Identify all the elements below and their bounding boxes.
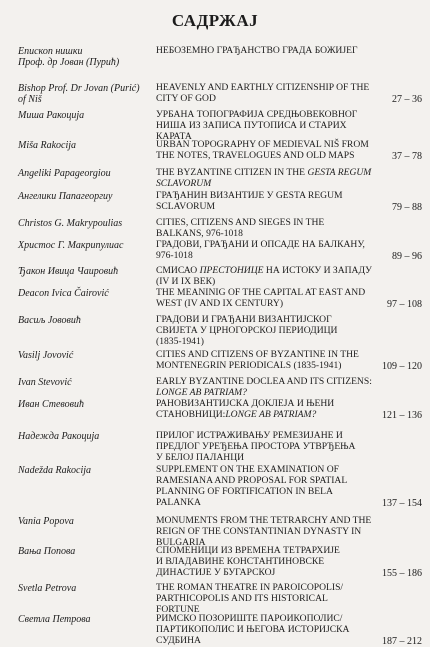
- title-line: КАРАТА: [156, 130, 192, 142]
- entry-title: [156, 583, 378, 616]
- author-line: Миша Ракоција: [18, 110, 85, 121]
- author-line: of Niš: [18, 94, 42, 105]
- entry-author: [18, 583, 150, 594]
- entry-title: [156, 266, 378, 288]
- title-line: РАНОВИЗАНТИЈСКА ДОКЛЕЈА И ЊЕНИ: [156, 398, 335, 409]
- entry-pages: 121 – 136: [382, 409, 422, 421]
- entry-author: [18, 350, 150, 361]
- entry-author: [18, 191, 150, 202]
- author-line: Ангелики Папагеоргиу: [18, 191, 113, 202]
- title-line: MONUMENTS FROM THE TETRARCHY AND THE: [156, 515, 372, 526]
- title-line: НЕБОЗЕМНО ГРАЂАНСТВО ГРАДА БОЖИЈЕГ: [156, 45, 358, 56]
- title-line: ГРАДОВИ, ГРАЂАНИ И ОПСАДЕ НА БАЛКАНУ,: [156, 239, 365, 250]
- entry-title: [156, 168, 378, 190]
- entry-title: [156, 46, 378, 57]
- entry-title: [156, 399, 378, 421]
- entry-title: [156, 140, 378, 162]
- author-line: Вања Попова: [18, 546, 76, 557]
- title-line: СТАНОВНИЦИ:LONGE AB PATRIAM?: [156, 408, 317, 420]
- title-line: THE MEANINIG OF THE CAPITAL AT EAST AND: [156, 287, 366, 298]
- title-line: FORTUNE: [156, 603, 200, 615]
- title-line: (1835-1941): [156, 335, 204, 347]
- entry-author: [18, 288, 150, 299]
- title-line: ПРИЛОГ ИСТРАЖИВАЊУ РЕМЕЗИЈАНЕ И: [156, 430, 343, 441]
- entry-title: [156, 431, 378, 464]
- title-line: EARLY BYZANTINE DOCLEA AND ITS CITIZENS:: [156, 376, 372, 387]
- title-line: RAMESIANA AND PROPOSAL FOR SPATIAL: [156, 474, 348, 486]
- entry-pages: 79 – 88: [392, 201, 422, 213]
- title-line: PALANKA: [156, 496, 201, 508]
- title-line: SUPPLEMENT ON THE EXAMINATION OF: [156, 464, 339, 475]
- author-line: Надежда Ракоција: [18, 431, 100, 442]
- entry-title: [156, 240, 378, 262]
- entry-pages: 97 – 108: [387, 298, 422, 310]
- title-line: СУДБИНА: [156, 634, 201, 646]
- author-line: Bishop Prof. Dr Jovan (Purić): [18, 83, 140, 94]
- entry-title: [156, 191, 378, 213]
- entry-author: [18, 315, 150, 326]
- author-line: Nadežda Rakocija: [18, 465, 92, 476]
- entry-author: [18, 83, 150, 105]
- title-line: И ВЛАДАВИНЕ КОНСТАНТИНОВСКЕ: [156, 555, 325, 567]
- entry-author: [18, 614, 150, 625]
- entry-author: [18, 377, 150, 388]
- title-line: PARTHICOPOLIS AND ITS HISTORICAL: [156, 592, 328, 604]
- entry-pages: 37 – 78: [392, 150, 422, 162]
- entry-pages: 89 – 96: [392, 250, 422, 262]
- author-line: Vasilj Jovović: [18, 350, 74, 361]
- entry-author: [18, 431, 150, 442]
- entry-author: [18, 218, 150, 229]
- author-line: Светла Петрова: [18, 614, 91, 625]
- entry-author: [18, 516, 150, 527]
- title-line: СМИСАО ПРЕСТОНИЦЕ НА ИСТОКУ И ЗАПАДУ: [156, 265, 372, 276]
- entry-title: [156, 315, 378, 348]
- entry-pages: 137 – 154: [382, 497, 422, 509]
- title-line: SCLAVORUM: [156, 200, 215, 212]
- entry-author: [18, 168, 150, 179]
- author-line: Иван Стевовић: [18, 399, 84, 410]
- title-line: CITIES AND CITIZENS OF BYZANTINE IN THE: [156, 349, 359, 360]
- author-line: Ђакон Ивица Чаировић: [18, 266, 119, 277]
- title-line: CITY OF GOD: [156, 92, 216, 104]
- author-line: Васиљ Јововић: [18, 315, 81, 326]
- title-line: THE ROMAN THEATRE IN PAROICOPOLIS/: [156, 582, 344, 593]
- entry-title: [156, 546, 378, 579]
- author-line: Vania Popova: [18, 516, 74, 527]
- title-line: LONGE AB PATRIAM?: [156, 386, 247, 398]
- page-title: САДРЖАЈ: [171, 11, 259, 30]
- entry-pages: 155 – 186: [382, 567, 422, 579]
- title-line: SCLAVORUM: [156, 177, 212, 189]
- author-line: Angeliki Papageorgiou: [18, 168, 111, 179]
- entry-title: [156, 288, 378, 310]
- title-line: URBAN TOPOGRAPHY OF MEDIEVAL NIŠ FROM: [156, 139, 369, 150]
- entry-author: [18, 465, 150, 476]
- title-line: THE BYZANTINE CITIZEN IN THE GESTA REGUM: [156, 167, 372, 178]
- title-line: MONTENEGRIN PERIODICALS (1835-1941): [156, 359, 342, 371]
- entry-author: [18, 266, 150, 277]
- title-line: (IV И IX ВЕК): [156, 275, 216, 287]
- title-line: 976-1018: [156, 249, 193, 261]
- author-line: Deacon Ivica Čairović: [18, 288, 109, 299]
- title-line: ГРАДОВИ И ГРАЂАНИ ВИЗАНТИЈСКОГ: [156, 314, 332, 325]
- author-line: Christos G. Makrypoulias: [18, 218, 123, 229]
- title-line: BULGARIA: [156, 536, 206, 548]
- entry-title: [156, 83, 378, 105]
- entry-author: [18, 140, 150, 151]
- entry-pages: 187 – 212: [382, 635, 422, 647]
- title-line: ПАРТИКОПОЛИС И ЊЕГОВА ИСТОРИЈСКА: [156, 623, 350, 635]
- title-line: РИМСКО ПОЗОРИШТЕ ПАРОИКОПОЛИС/: [156, 613, 343, 624]
- title-line: REIGN OF THE CONSTANTINIAN DYNASTY IN: [156, 525, 362, 537]
- entry-title: [156, 218, 378, 240]
- title-line: СВИЈЕТА У ЦРНОГОРСКОЈ ПЕРИОДИЦИ: [156, 324, 338, 336]
- entry-title: [156, 110, 378, 143]
- entry-author: [18, 46, 150, 68]
- entry-pages: 109 – 120: [382, 360, 422, 372]
- entry-author: [18, 399, 150, 410]
- author-line: Miša Rakocija: [18, 140, 77, 151]
- author-line: Епископ нишки: [18, 46, 83, 57]
- title-line: THE NOTES, TRAVELOGUES AND OLD MAPS: [156, 149, 355, 161]
- entry-title: [156, 516, 378, 549]
- title-line: НИША ИЗ ЗАПИСА ПУТОПИСА И СТАРИХ: [156, 119, 347, 131]
- title-line: HEAVENLY AND EARTHLY CITIZENSHIP OF THE: [156, 82, 370, 93]
- title-line: СПОМЕНИЦИ ИЗ ВРЕМЕНА ТЕТРАРХИЈЕ: [156, 545, 340, 556]
- title-line: PLANNING OF FORTIFICATION IN BELA: [156, 485, 333, 497]
- title-line: BALKANS, 976-1018: [156, 227, 243, 239]
- title-line: ГРАЂАНИН ВИЗАНТИЈЕ У GESTA REGUM: [156, 190, 343, 201]
- title-line: У БЕЛОЈ ПАЛАНЦИ: [156, 451, 245, 463]
- entry-title: [156, 614, 378, 647]
- title-line: УРБАНА ТОПОГРАФИЈА СРЕДЊОВЕКОВНОГ: [156, 109, 358, 120]
- author-line: Христос Г. Макрипулиас: [18, 240, 124, 251]
- author-line: Svetla Petrova: [18, 583, 77, 594]
- entry-pages: 27 – 36: [392, 93, 422, 105]
- entry-title: [156, 465, 378, 509]
- author-line: Ivan Stevović: [18, 377, 72, 388]
- title-line: ПРЕДЛОГ УРЕЂЕЊА ПРОСТОРА УТВРЂЕЊА: [156, 440, 356, 452]
- entry-title: [156, 377, 378, 399]
- entry-author: [18, 546, 150, 557]
- entry-author: [18, 110, 150, 121]
- title-line: ДИНАСТИЈЕ У БУГАРСКОЈ: [156, 566, 276, 578]
- title-line: CITIES, CITIZENS AND SIEGES IN THE: [156, 217, 325, 228]
- entry-title: [156, 350, 378, 372]
- entry-author: [18, 240, 150, 251]
- author-line: Проф. др Јован (Пурић): [18, 57, 120, 68]
- title-line: WEST (IV AND IX CENTURY): [156, 297, 284, 309]
